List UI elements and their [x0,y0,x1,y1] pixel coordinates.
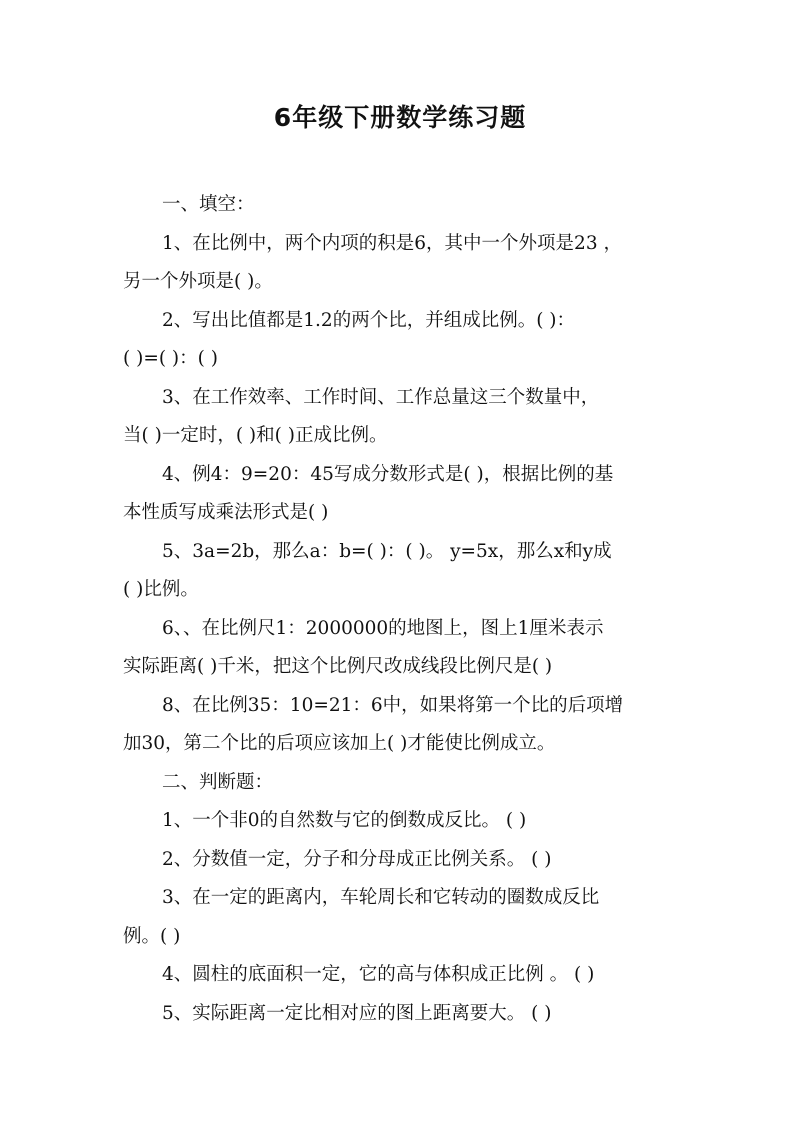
judgement-1: 1、一个非0的自然数与它的倒数成反比。 ( ) [162,810,527,831]
question-3-line-2: 当( )一定时，( )和( )正成比例。 [123,425,388,446]
question-4-line-2: 本性质写成乘法形式是( ) [123,502,329,523]
section-heading-true-false: 二、判断题： [162,771,274,793]
judgement-2: 2、分数值一定，分子和分母成正比例关系。 ( ) [162,848,552,870]
page-title: 6年级下册数学练习题 [273,103,527,132]
question-1-line-2: 另一个外项是( )。 [123,271,273,292]
question-8-line-1: 8、在比例35：10=21：6中，如果将第一个比的后项增 [162,694,624,716]
judgement-3-line-1: 3、在一定的距离内，车轮周长和它转动的圈数成反比 [162,887,600,908]
question-5-line-1: 5、3a=2b，那么a：b=( )：( )。 y=5x，那么x和y成 [162,540,612,562]
document-body [123,186,681,1033]
question-3-line-1: 3、在工作效率、工作时间、工作总量这三个数量中， [162,386,600,408]
question-6-line-2: 实际距离( )千米，把这个比例尺改成线段比例尺是( ) [123,656,553,677]
question-5-line-2: ( )比例。 [123,579,199,600]
question-6-line-1: 6、、在比例尺1：2000000的地图上，图上1厘米表示 [162,617,604,639]
question-2-line-1: 2、写出比值都是1.2的两个比，并组成比例。( )： [162,309,576,331]
question-8-line-2: 加30，第二个比的后项应该加上( )才能使比例成立。 [123,733,556,754]
judgement-4: 4、圆柱的底面积一定，它的高与体积成正比例 。 ( ) [162,964,595,985]
question-2-line-2: ( )=( )：( ) [123,348,218,369]
judgement-5: 5、实际距离一定比相对应的图上距离要大。 ( ) [162,1002,552,1024]
section-heading-fill-blank: 一、填空： [162,194,255,215]
question-4-line-1: 4、例4：9=20：45写成分数形式是( )，根据比例的基 [162,463,614,485]
judgement-3-line-2: 例。( ) [123,925,181,947]
question-1-line-1: 1、在比例中，两个内项的积是6，其中一个外项是23 ， [162,232,622,254]
